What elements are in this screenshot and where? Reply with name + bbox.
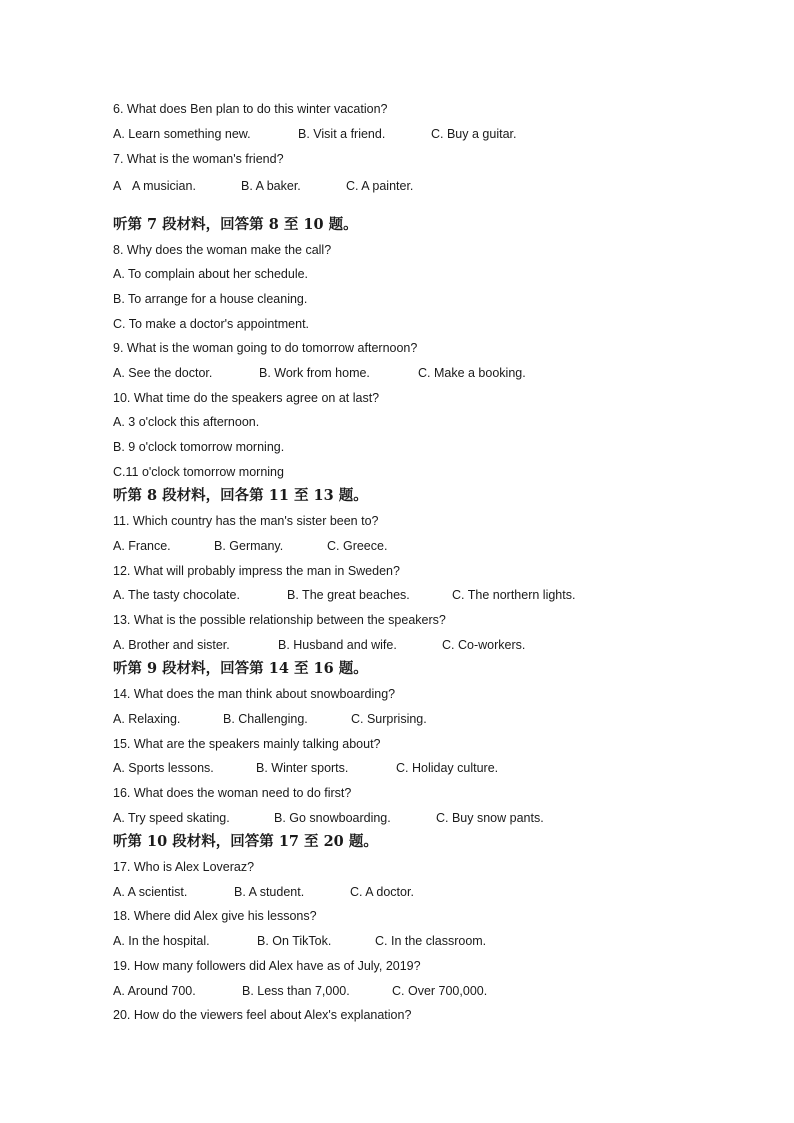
option-15a: A. Sports lessons. [113, 761, 214, 775]
option-14c: C. Surprising. [351, 712, 427, 726]
option-9c: C. Make a booking. [418, 366, 526, 380]
option-14b: B. Challenging. [223, 712, 308, 726]
option-17a: A. A scientist. [113, 885, 188, 899]
option-12b: B. The great beaches. [287, 588, 410, 602]
option-8c: C. To make a doctor's appointment. [113, 317, 310, 331]
question-8: 8. Why does the woman make the call? [113, 243, 332, 257]
option-18a: A. In the hospital. [113, 934, 210, 948]
question-15: 15. What are the speakers mainly talking about? [113, 737, 381, 751]
option-13c: C. Co-workers. [442, 638, 526, 652]
option-7c: C. A painter. [346, 179, 414, 193]
question-16: 16. What does the woman need to do first? [113, 786, 352, 800]
option-7a-letter: A [113, 179, 122, 193]
option-15b: B. Winter sports. [256, 761, 349, 775]
option-16c: C. Buy snow pants. [436, 811, 544, 825]
option-10c: C.11 o'clock tomorrow morning [113, 465, 284, 479]
option-11a: A. France. [113, 539, 171, 553]
question-14: 14. What does the man think about snowboarding? [113, 687, 396, 701]
question-10: 10. What time do the speakers agree on at last? [113, 391, 380, 405]
question-17: 17. Who is Alex Loveraz? [113, 860, 255, 874]
option-11b: B. Germany. [214, 539, 284, 553]
section-heading-10: 听第 10 段材料，回答第 17 至 20 题。 [113, 833, 378, 850]
option-9b: B. Work from home. [259, 366, 370, 380]
option-8b: B. To arrange for a house cleaning. [113, 292, 308, 306]
question-12: 12. What will probably impress the man in Sweden? [113, 564, 400, 578]
option-16b: B. Go snowboarding. [274, 811, 391, 825]
question-7: 7. What is the woman's friend? [113, 152, 284, 166]
option-17b: B. A student. [234, 885, 305, 899]
option-17c: C. A doctor. [350, 885, 414, 899]
option-6b: B. Visit a friend. [298, 127, 386, 141]
option-6c: C. Buy a guitar. [431, 127, 517, 141]
option-13a: A. Brother and sister. [113, 638, 230, 652]
option-7b: B. A baker. [241, 179, 301, 193]
option-7a: A musician. [132, 179, 196, 193]
option-6a: A. Learn something new. [113, 127, 251, 141]
option-14a: A. Relaxing. [113, 712, 181, 726]
question-6: 6. What does Ben plan to do this winter vacation? [113, 102, 388, 116]
question-20: 20. How do the viewers feel about Alex's explanation? [113, 1008, 412, 1022]
option-19c: C. Over 700,000. [392, 984, 488, 998]
question-13: 13. What is the possible relationship between the speakers? [113, 613, 446, 627]
section-heading-9: 听第 9 段材料，回答第 14 至 16 题。 [113, 660, 368, 677]
question-11: 11. Which country has the man's sister been to? [113, 514, 379, 528]
option-9a: A. See the doctor. [113, 366, 213, 380]
option-19a: A. Around 700. [113, 984, 196, 998]
option-8a: A. To complain about her schedule. [113, 267, 309, 281]
option-11c: C. Greece. [327, 539, 388, 553]
option-18c: C. In the classroom. [375, 934, 487, 948]
option-15c: C. Holiday culture. [396, 761, 499, 775]
question-9: 9. What is the woman going to do tomorrow afternoon? [113, 341, 418, 355]
section-heading-8: 听第 8 段材料，回各第 11 至 13 题。 [113, 487, 368, 504]
question-19: 19. How many followers did Alex have as of July, 2019? [113, 959, 421, 973]
question-18: 18. Where did Alex give his lessons? [113, 909, 317, 923]
option-18b: B. On TikTok. [257, 934, 332, 948]
option-12a: A. The tasty chocolate. [113, 588, 240, 602]
option-10b: B. 9 o'clock tomorrow morning. [113, 440, 285, 454]
option-16a: A. Try speed skating. [113, 811, 230, 825]
option-19b: B. Less than 7,000. [242, 984, 350, 998]
option-12c: C. The northern lights. [452, 588, 576, 602]
option-10a: A. 3 o'clock this afternoon. [113, 415, 260, 429]
section-heading-7: 听第 7 段材料，回答第 8 至 10 题。 [113, 216, 358, 233]
option-13b: B. Husband and wife. [278, 638, 397, 652]
